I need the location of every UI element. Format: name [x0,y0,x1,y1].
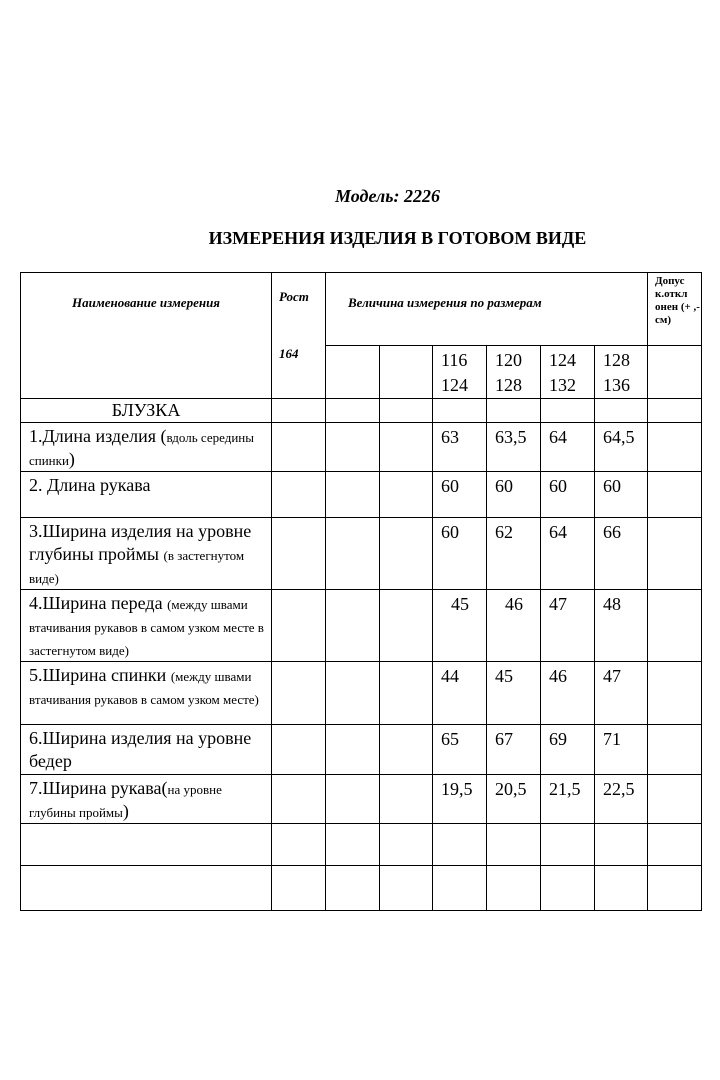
value-cell: 60 [487,472,541,518]
column-header-rost [272,273,326,399]
value-cell: 21,5 [541,775,595,824]
value-cell: 48 [595,590,648,662]
value-cell: 22,5 [595,775,648,824]
value-cell: 63 [433,423,487,472]
value-cell: 71 [595,725,648,775]
value-cell: 44 [433,662,487,725]
column-header-sizes: Величина измерения по размерам [326,273,648,346]
column-header-name: Наименование измерения [21,273,272,399]
measurement-label: 7.Ширина рукава(на уровне глубины проймы) [21,775,272,824]
table-row [21,775,702,824]
rost-label: Рост [279,289,309,304]
value-cell: 60 [595,472,648,518]
value-cell: 64 [541,423,595,472]
section-label: БЛУЗКА [21,399,272,423]
column-header-tolerance: Допус к.откл онен (+ ,- см) [648,273,702,346]
table-row [21,423,702,472]
value-cell: 19,5 [433,775,487,824]
value-cell: 60 [433,518,487,590]
value-cell: 64 [541,518,595,590]
value-cell: 65 [433,725,487,775]
measurement-label: 2. Длина рукава [21,472,272,518]
value-cell: 46 [487,590,541,662]
section-row [21,399,702,423]
measurement-label: 4.Ширина переда (между швами втачивания рукавов в самом узком месте в застегнутом виде) [21,590,272,662]
measurement-label: 6.Ширина изделия на уровне бедер [21,725,272,775]
size-cell: 116 124 [433,346,487,399]
measurements-table [20,272,702,911]
table-row [21,662,702,725]
empty-cell [326,346,380,399]
size-cell: 128 136 [595,346,648,399]
value-cell: 20,5 [487,775,541,824]
header-row [21,273,702,346]
value-cell: 45 [487,662,541,725]
size-cell: 124 132 [541,346,595,399]
value-cell: 69 [541,725,595,775]
value-cell: 66 [595,518,648,590]
value-cell: 45 [433,590,487,662]
value-cell: 46 [541,662,595,725]
value-cell: 64,5 [595,423,648,472]
table-row [21,518,702,590]
empty-row [21,824,702,866]
value-cell: 60 [433,472,487,518]
model-title: Модель: 2226 [335,186,440,206]
table-row [21,472,702,518]
value-cell: 67 [487,725,541,775]
table-row [21,590,702,662]
size-cell: 120 128 [487,346,541,399]
empty-cell [380,346,433,399]
rost-value: 164 [279,346,299,361]
page-title: ИЗМЕРЕНИЯ ИЗДЕЛИЯ В ГОТОВОМ ВИДЕ [208,228,587,248]
value-cell: 60 [541,472,595,518]
value-cell: 63,5 [487,423,541,472]
empty-cell [648,346,702,399]
value-cell: 62 [487,518,541,590]
measurement-label: 5.Ширина спинки (между швами втачивания рукавов в самом узком месте) [21,662,272,725]
value-cell: 47 [595,662,648,725]
measurement-label: 1.Длина изделия (вдоль середины спинки) [21,423,272,472]
value-cell: 47 [541,590,595,662]
table-row [21,725,702,775]
measurement-label: 3.Ширина изделия на уровне глубины проймы (в застегнутом виде) [21,518,272,590]
empty-row [21,866,702,911]
